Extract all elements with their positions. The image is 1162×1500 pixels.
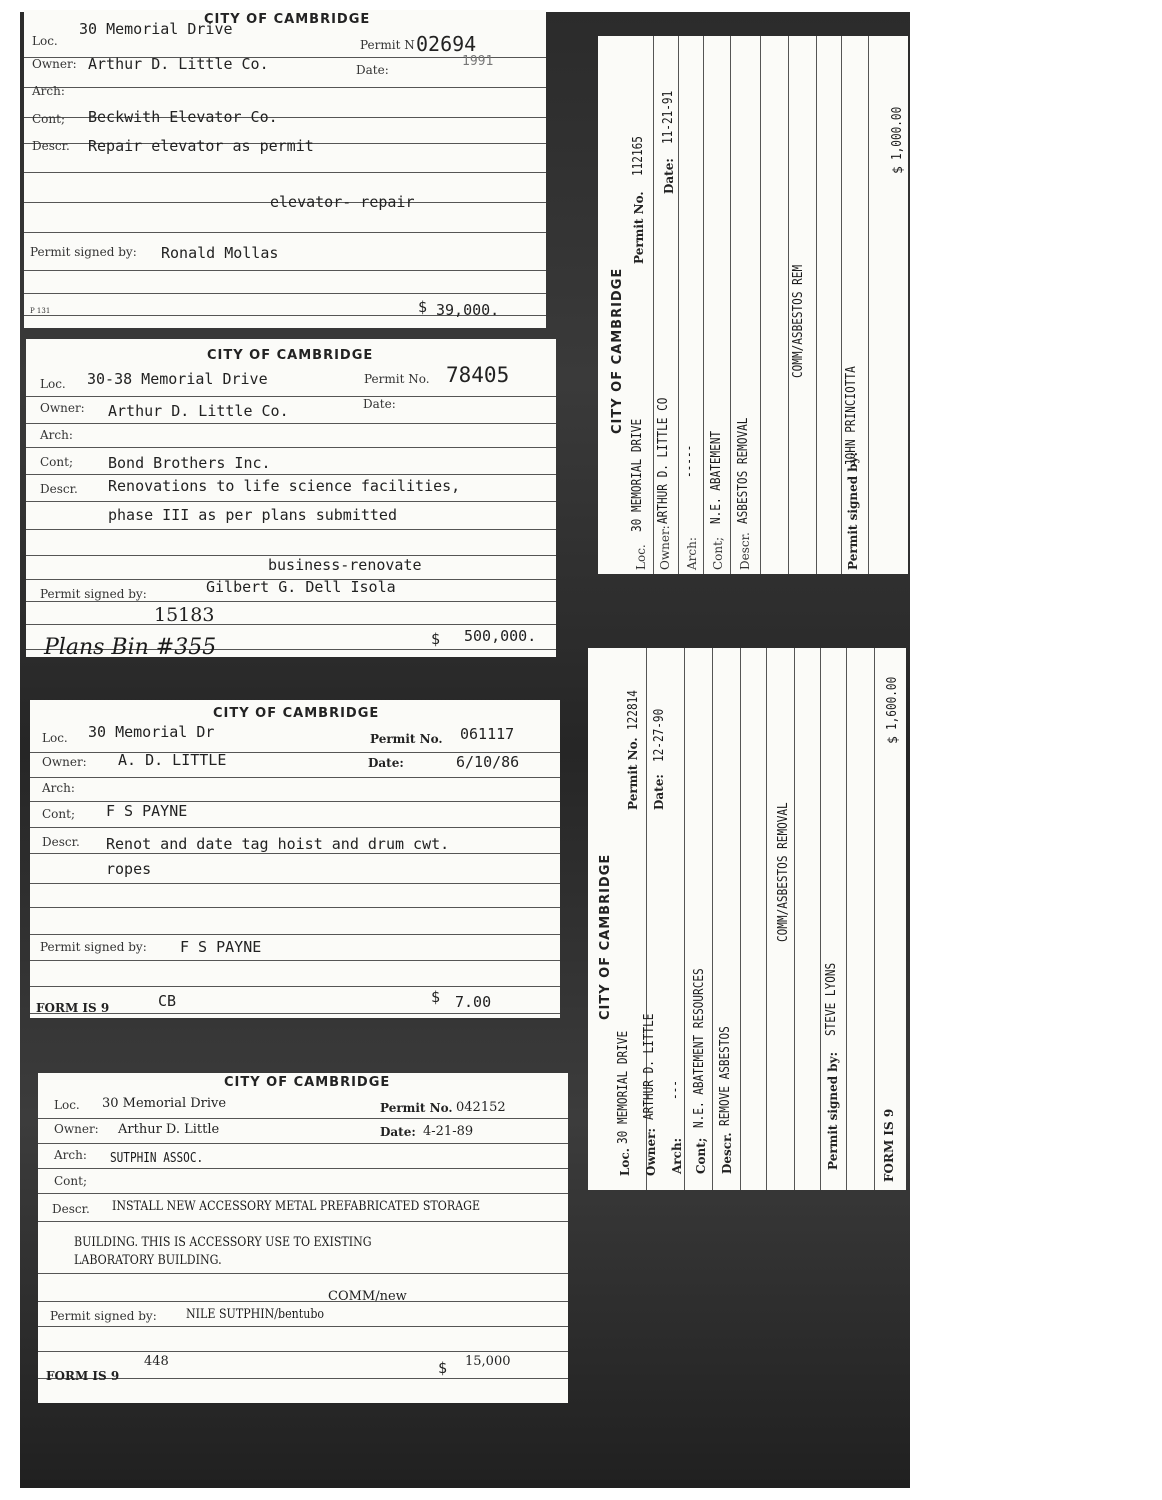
arch-value: SUTPHIN ASSOC. bbox=[110, 1151, 204, 1166]
card-header: CITY OF CAMBRIDGE bbox=[207, 348, 374, 363]
owner-label: Owner: bbox=[32, 57, 77, 71]
date-value: 6/10/86 bbox=[456, 753, 520, 771]
permit-no-label: Permit N bbox=[360, 38, 415, 52]
dollar-sign: $ bbox=[891, 166, 906, 174]
owner-label: Owner: bbox=[54, 1122, 99, 1136]
descr-line-1: Renovations to life science facilities, bbox=[108, 477, 461, 495]
owner-value: ARTHUR D. LITTLE CO bbox=[656, 397, 671, 524]
descr-label: Descr. bbox=[40, 482, 78, 496]
permit-no-label: Permit No. bbox=[632, 191, 646, 264]
permit-card-4 bbox=[38, 1073, 568, 1403]
rotated-text-group bbox=[588, 648, 906, 1190]
permit-card-6 bbox=[588, 648, 906, 1190]
descr-label: Descr. bbox=[738, 532, 752, 570]
date-label: Date: bbox=[363, 397, 396, 411]
signed-by-value: STEVE LYONS bbox=[824, 962, 839, 1036]
signed-by-label: Permit signed by: bbox=[846, 451, 860, 570]
cont-label: Cont; bbox=[40, 455, 73, 469]
signed-by-value: NILE SUTPHIN/bentubo bbox=[186, 1307, 325, 1322]
owner-value: Arthur D. Little Co. bbox=[108, 402, 289, 420]
card-header: CITY OF CAMBRIDGE bbox=[610, 267, 625, 434]
descr-value: Repair elevator as permit bbox=[88, 137, 314, 155]
cont-value: Bond Brothers Inc. bbox=[108, 454, 271, 472]
signed-by-value: F S PAYNE bbox=[180, 938, 262, 956]
descr-label: Descr. bbox=[52, 1202, 90, 1216]
descr-line-2: ropes bbox=[106, 860, 152, 878]
form-code: P 131 bbox=[30, 307, 51, 315]
signed-by-label: Permit signed by: bbox=[30, 245, 137, 259]
owner-value: ARTHUR D. LITTLE bbox=[642, 1013, 657, 1120]
permit-card-2 bbox=[26, 339, 556, 657]
cont-value: N.E. ABATEMENT RESOURCES bbox=[692, 968, 707, 1128]
dollar-sign: $ bbox=[438, 1359, 448, 1377]
owner-value: Arthur D. Little Co. bbox=[88, 55, 269, 73]
amount-value: 39,000. bbox=[436, 301, 500, 319]
dollar-sign: $ bbox=[418, 298, 428, 316]
signed-by-label: Permit signed by: bbox=[50, 1309, 157, 1323]
loc-label: Loc. bbox=[634, 544, 648, 570]
card-header: CITY OF CAMBRIDGE bbox=[598, 853, 613, 1020]
card-header: CITY OF CAMBRIDGE bbox=[204, 12, 371, 27]
loc-value: 30 Memorial Dr bbox=[88, 723, 215, 741]
descr-label: Descr. bbox=[720, 1132, 734, 1174]
date-label: Date: bbox=[368, 756, 404, 770]
descr-label: Descr. bbox=[42, 835, 80, 849]
dollar-sign: $ bbox=[431, 988, 441, 1006]
cont-label: Cont; bbox=[42, 807, 75, 821]
permit-no-value: 042152 bbox=[456, 1100, 506, 1115]
owner-label: Owner: bbox=[644, 1128, 658, 1176]
form-label: FORM IS 9 bbox=[882, 1108, 896, 1182]
signed-by-value: JOHN PRINCIOTTA bbox=[844, 366, 859, 466]
card-header: CITY OF CAMBRIDGE bbox=[224, 1075, 391, 1090]
permit-number: 15183 bbox=[154, 604, 215, 626]
cont-value: Beckwith Elevator Co. bbox=[88, 108, 278, 126]
loc-value: 30-38 Memorial Drive bbox=[87, 370, 268, 388]
descr-line-1: Renot and date tag hoist and drum cwt. bbox=[106, 835, 450, 853]
cont-value: N.E. ABATEMENT bbox=[709, 430, 724, 524]
arch-label: Arch: bbox=[32, 84, 65, 98]
signed-by-value: Gilbert G. Dell Isola bbox=[206, 578, 396, 596]
descr-label: Descr. bbox=[32, 139, 70, 153]
permit-card-5 bbox=[598, 36, 908, 574]
category-value: COMM/ASBESTOS REM bbox=[791, 264, 806, 378]
date-value: 1991 bbox=[462, 54, 494, 69]
permit-no-value: 78405 bbox=[446, 363, 510, 387]
signed-by-label: Permit signed by: bbox=[40, 940, 147, 954]
descr-line-3: LABORATORY BUILDING. bbox=[74, 1253, 222, 1268]
date-value: 4-21-89 bbox=[423, 1124, 474, 1139]
cont-value: F S PAYNE bbox=[106, 802, 188, 820]
loc-value: 30 MEMORIAL DRIVE bbox=[630, 418, 645, 532]
date-label: Date: bbox=[652, 774, 666, 810]
arch-label: Arch: bbox=[42, 781, 75, 795]
code-value: CB bbox=[158, 992, 177, 1010]
form-label: FORM IS 9 bbox=[36, 1001, 110, 1015]
descr-line-2: phase III as per plans submitted bbox=[108, 506, 397, 524]
descr-value: ASBESTOS REMOVAL bbox=[736, 417, 751, 524]
owner-label: Owner: bbox=[40, 401, 85, 415]
arch-label: Arch: bbox=[54, 1148, 87, 1162]
cont-label: Cont; bbox=[32, 112, 65, 126]
signed-by-label: Permit signed by: bbox=[826, 1051, 840, 1170]
permit-card-1 bbox=[24, 10, 546, 328]
date-label: Date: bbox=[380, 1125, 416, 1139]
handwritten-note: Plans Bin #355 bbox=[44, 635, 217, 657]
descr-line-2: BUILDING. THIS IS ACCESSORY USE TO EXISTING bbox=[74, 1235, 372, 1250]
signed-by-label: Permit signed by: bbox=[40, 587, 147, 601]
amount-value: 15,000 bbox=[465, 1354, 511, 1369]
cont-label: Cont; bbox=[711, 537, 725, 570]
date-value: 12-27-90 bbox=[652, 708, 667, 762]
arch-value: ----- bbox=[682, 444, 697, 478]
code-value: 448 bbox=[144, 1354, 169, 1369]
permit-card-3 bbox=[30, 700, 560, 1018]
amount-value: 7.00 bbox=[455, 993, 492, 1011]
permit-no-label: Permit No. bbox=[364, 372, 430, 386]
amount-value: 1,600.00 bbox=[885, 676, 900, 730]
category-value: elevator- repair bbox=[270, 193, 415, 211]
owner-label: Owner: bbox=[658, 525, 672, 570]
cont-label: Cont; bbox=[694, 1137, 708, 1174]
date-label: Date: bbox=[356, 63, 389, 77]
owner-value: A. D. LITTLE bbox=[118, 751, 227, 769]
amount-value: 1,000.00 bbox=[890, 106, 905, 160]
rotated-text-group bbox=[598, 36, 908, 574]
category-value: COMM/ASBESTOS REMOVAL bbox=[776, 802, 791, 942]
arch-label: Arch: bbox=[685, 537, 699, 570]
loc-value: 30 Memorial Drive bbox=[102, 1096, 227, 1111]
loc-value: 30 Memorial Drive bbox=[79, 20, 233, 38]
descr-line-1: INSTALL NEW ACCESSORY METAL PREFABRICATED STORAGE bbox=[112, 1199, 481, 1214]
permit-no-label: Permit No. bbox=[380, 1101, 453, 1115]
permit-no-value: 112165 bbox=[631, 136, 646, 176]
date-value: 11-21-91 bbox=[661, 90, 676, 144]
permit-no-label: Permit No. bbox=[626, 737, 640, 810]
arch-label: Arch: bbox=[670, 1137, 684, 1174]
owner-value: Arthur D. Little bbox=[118, 1122, 220, 1137]
permit-no-value: 061117 bbox=[460, 725, 515, 743]
permit-no-value: 122814 bbox=[626, 690, 641, 730]
loc-value: 30 MEMORIAL DRIVE bbox=[616, 1030, 631, 1144]
signed-by-value: Ronald Mollas bbox=[161, 244, 279, 262]
loc-label: Loc. bbox=[42, 731, 68, 745]
descr-value: REMOVE ASBESTOS bbox=[718, 1026, 733, 1126]
card-header: CITY OF CAMBRIDGE bbox=[213, 706, 380, 721]
form-label: FORM IS 9 bbox=[46, 1369, 120, 1383]
dollar-sign: $ bbox=[886, 736, 901, 744]
arch-label: Arch: bbox=[40, 428, 73, 442]
permit-no-label: Permit No. bbox=[370, 732, 443, 746]
category-value: COMM/new bbox=[328, 1289, 407, 1304]
dollar-sign: $ bbox=[431, 630, 441, 648]
amount-value: 500,000. bbox=[464, 627, 537, 645]
loc-label: Loc. bbox=[618, 1148, 632, 1176]
loc-label: Loc. bbox=[54, 1098, 80, 1112]
category-value: business-renovate bbox=[268, 556, 422, 574]
permit-no-value: 02694 bbox=[416, 32, 477, 56]
cont-label: Cont; bbox=[54, 1174, 87, 1188]
loc-label: Loc. bbox=[40, 377, 66, 391]
loc-label: Loc. bbox=[32, 34, 58, 48]
date-label: Date: bbox=[662, 158, 676, 194]
owner-label: Owner: bbox=[42, 755, 87, 769]
arch-value: --- bbox=[668, 1080, 683, 1100]
